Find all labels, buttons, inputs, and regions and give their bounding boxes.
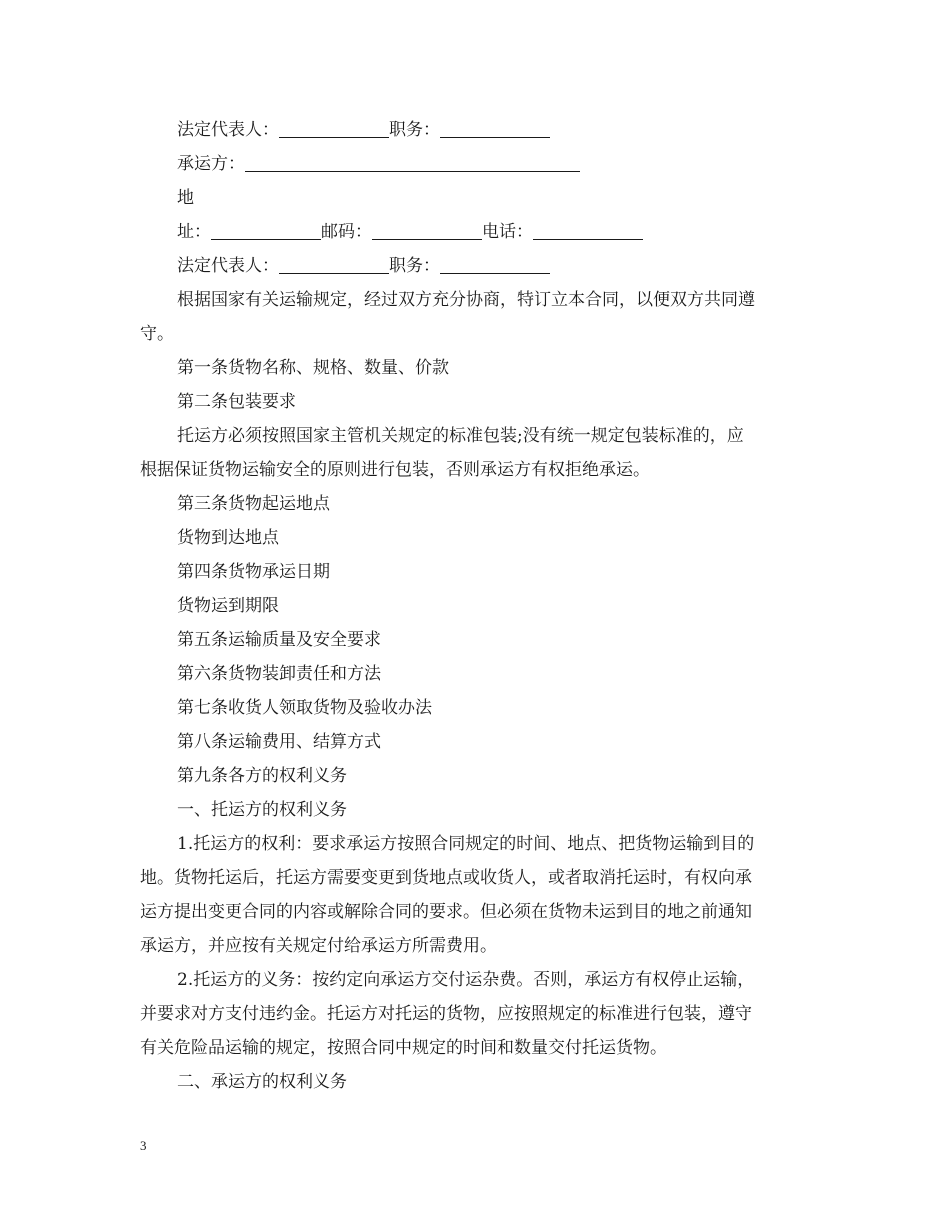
address-label-part2: 址： [177, 222, 211, 242]
legal-rep-label: 法定代表人： [177, 120, 279, 140]
address-label-line [140, 181, 812, 215]
carrier-legal-rep-line [140, 249, 812, 283]
postcode-blank [372, 220, 482, 240]
section-1-heading: 一、托运方的权利义务 [177, 800, 347, 820]
item-2-line-1: 2.托运方的义务：按约定向承运方交付运杂费。否则，承运方有权停止运输， [177, 970, 755, 990]
item-2-line-2: 并要求对方支付违约金。托运方对托运的货物，应按照规定的标准进行包装，遵守 [140, 1004, 752, 1024]
address-blank [211, 220, 321, 240]
phone-blank [533, 220, 643, 240]
carrier-line [140, 147, 812, 181]
page-number: 3 [140, 1138, 147, 1153]
address-line [140, 215, 812, 249]
shipper-legal-rep-line [140, 113, 812, 147]
position-blank-2 [440, 254, 550, 274]
item-2-line-3: 有关危险品运输的规定，按照合同中规定的时间和数量交付托运货物。 [140, 1038, 667, 1058]
position-blank [440, 118, 550, 138]
document-page [140, 113, 812, 1099]
article-2-text-line-1: 托运方必须按照国家主管机关规定的标准包装;没有统一规定包装标准的，应 [177, 426, 744, 446]
address-label-part1: 地 [177, 188, 194, 208]
postcode-label: 邮码： [321, 222, 372, 242]
item-1-line-1: 1.托运方的权利：要求承运方按照合同规定的时间、地点、把货物运输到目的 [177, 834, 755, 854]
article-4-heading: 第四条货物承运日期 [177, 562, 330, 582]
intro-paragraph-line-2: 守。 [140, 324, 174, 344]
section-2-heading: 二、承运方的权利义务 [177, 1072, 347, 1092]
carrier-blank [245, 152, 580, 172]
article-5-heading: 第五条运输质量及安全要求 [177, 630, 381, 650]
article-4-subheading: 货物运到期限 [177, 596, 279, 616]
article-7-heading: 第七条收货人领取货物及验收办法 [177, 698, 432, 718]
article-3-heading: 第三条货物起运地点 [177, 494, 330, 514]
item-1-line-4: 承运方，并应按有关规定付给承运方所需费用。 [140, 936, 497, 956]
article-3-subheading: 货物到达地点 [177, 528, 279, 548]
intro-paragraph-line-1: 根据国家有关运输规定，经过双方充分协商，特订立本合同，以便双方共同遵 [177, 290, 755, 310]
article-8-heading: 第八条运输费用、结算方式 [177, 732, 381, 752]
article-9-heading: 第九条各方的权利义务 [177, 766, 347, 786]
phone-label: 电话： [482, 222, 533, 242]
legal-rep-blank [279, 118, 389, 138]
item-1-line-3: 运方提出变更合同的内容或解除合同的要求。但必须在货物未运到目的地之前通知 [140, 902, 752, 922]
article-2-text-line-2: 根据保证货物运输安全的原则进行包装，否则承运方有权拒绝承运。 [140, 460, 650, 480]
legal-rep-blank-2 [279, 254, 389, 274]
article-6-heading: 第六条货物装卸责任和方法 [177, 664, 381, 684]
item-1-line-2: 地。货物托运后，托运方需要变更到货地点或收货人，或者取消托运时，有权向承 [140, 868, 752, 888]
article-1-heading: 第一条货物名称、规格、数量、价款 [177, 358, 449, 378]
article-2-heading: 第二条包装要求 [177, 392, 296, 412]
position-label: 职务： [389, 120, 440, 140]
position-label-2: 职务： [389, 256, 440, 276]
carrier-label: 承运方： [177, 154, 245, 174]
legal-rep-label-2: 法定代表人： [177, 256, 279, 276]
